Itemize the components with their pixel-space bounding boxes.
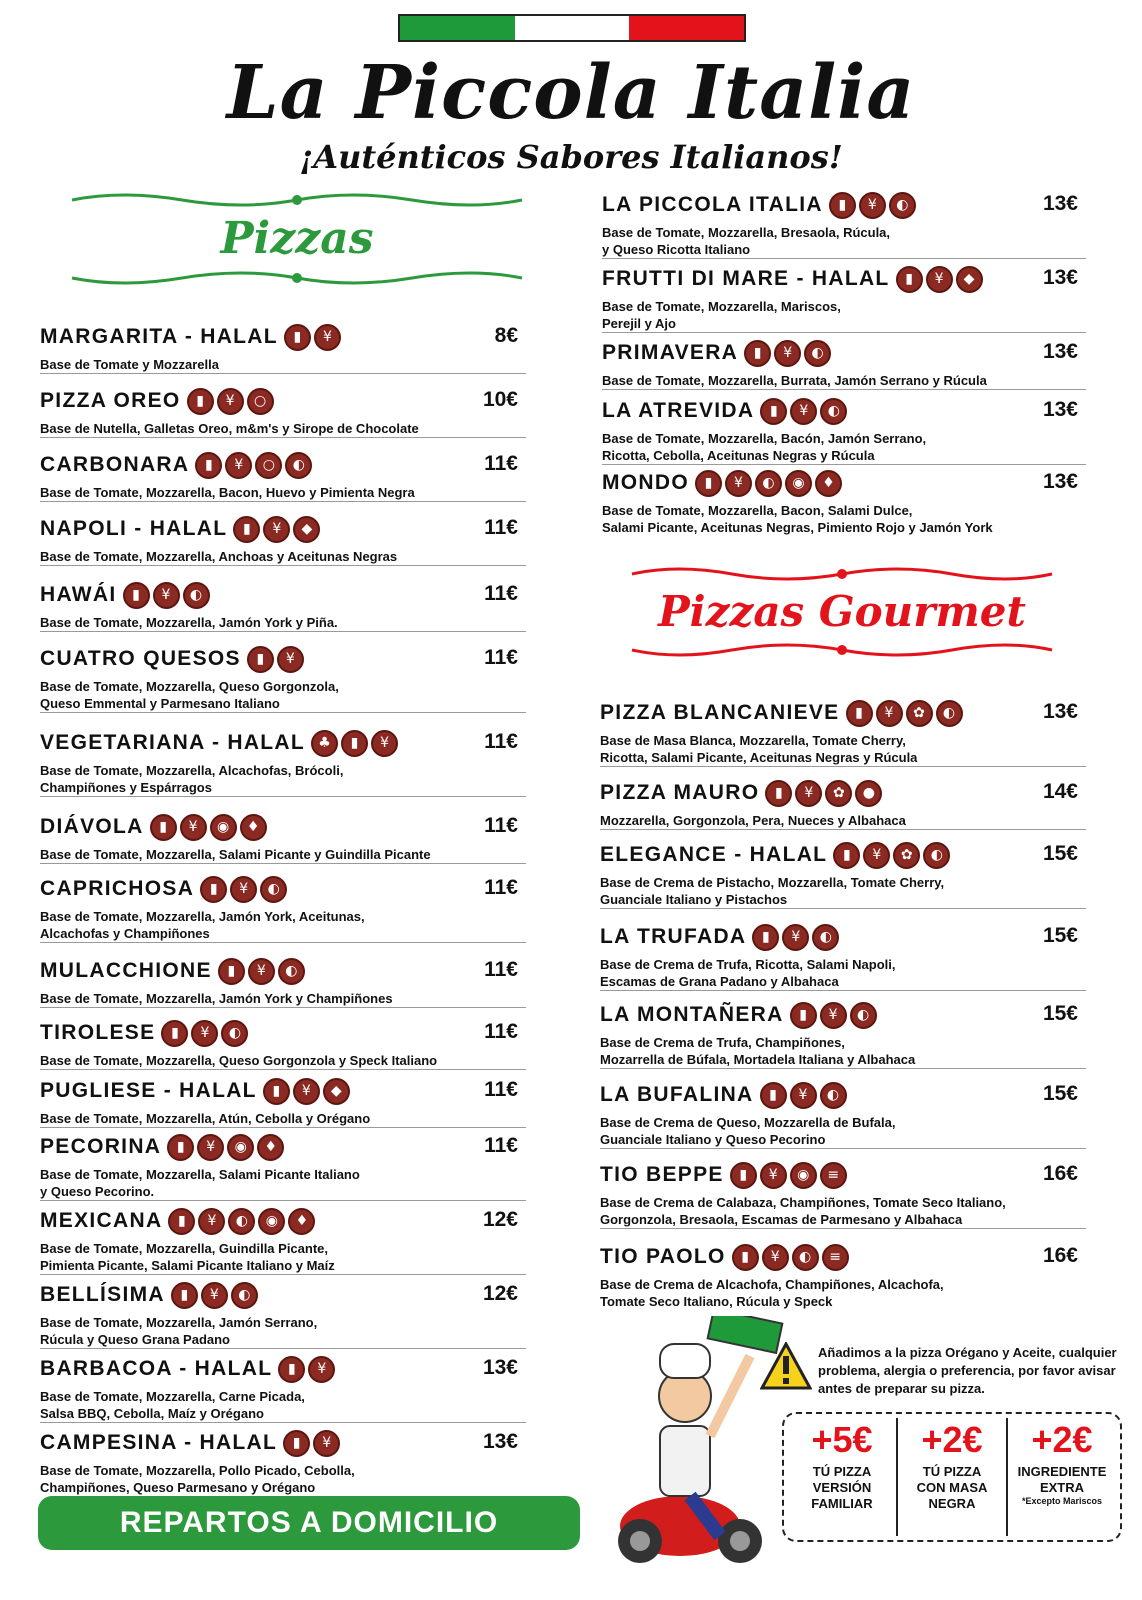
allergen-icons <box>846 700 963 727</box>
menu-item <box>40 1018 526 1070</box>
menu-item <box>40 1206 526 1275</box>
item-description: Tomate Seco Italiano, Rúcula y Speck <box>600 1294 833 1309</box>
salami-icon: ◉ <box>790 1162 817 1189</box>
item-price: 12€ <box>482 1282 518 1305</box>
fish-icon: ◆ <box>323 1078 350 1105</box>
wheat-icon: ¥ <box>201 1282 228 1309</box>
cheese-icon: ▮ <box>790 1002 817 1029</box>
cheese-icon: ▮ <box>744 340 771 367</box>
meat-icon: ◐ <box>820 398 847 425</box>
item-price: 8€ <box>494 324 518 347</box>
item-name: CAMPESINA - HALAL <box>40 1431 278 1454</box>
wheat-icon: ¥ <box>774 340 801 367</box>
allergy-note: Añadimos a la pizza Orégano y Aceite, cualquier problema, alergia o preferencia, por favor avisar antes de preparar su pizza. <box>818 1345 1117 1396</box>
meat-icon: ◐ <box>231 1282 258 1309</box>
salami-icon: ◉ <box>210 814 237 841</box>
item-price: 13€ <box>1042 192 1078 215</box>
item-description: y Queso Pecorino. <box>40 1184 155 1199</box>
wheat-icon: ¥ <box>725 470 752 497</box>
item-price: 11€ <box>484 452 518 475</box>
item-price: 12€ <box>482 1208 518 1231</box>
allergen-icons <box>752 924 839 951</box>
item-description: y Queso Ricotta Italiano <box>602 242 751 257</box>
cheese-icon: ▮ <box>150 814 177 841</box>
extras-box <box>782 1412 1122 1542</box>
item-name: MARGARITA - HALAL <box>40 325 278 348</box>
wheat-icon: ¥ <box>859 192 886 219</box>
meat-icon: ◐ <box>755 470 782 497</box>
item-name: DIÁVOLA <box>40 815 144 838</box>
cheese-icon: ▮ <box>896 266 923 293</box>
sausage-icon: ≡ <box>820 1162 847 1189</box>
wheat-icon: ¥ <box>926 266 953 293</box>
extra-label: NEGRA <box>928 1496 976 1511</box>
item-name: LA MONTAÑERA <box>600 1003 784 1026</box>
item-description: Mozarrella de Búfala, Mortadela Italiana y Albahaca <box>600 1052 916 1067</box>
chili-icon: ♦ <box>257 1134 284 1161</box>
allergen-icons <box>744 340 831 367</box>
item-price: 16€ <box>1042 1244 1078 1267</box>
item-price: 15€ <box>1042 842 1078 865</box>
item-name: MULACCHIONE <box>40 959 212 982</box>
cheese-icon: ▮ <box>247 646 274 673</box>
item-price: 13€ <box>1042 340 1078 363</box>
menu-item <box>40 1076 526 1128</box>
item-name: PIZZA OREO <box>40 389 181 412</box>
item-description: Base de Tomate, Mozzarella, Queso Gorgonzola y Speck Italiano <box>40 1053 438 1068</box>
allergen-icons <box>730 1162 847 1189</box>
item-price: 11€ <box>484 646 518 669</box>
item-description: Base de Tomate, Mozzarella, Jamón York y Champiñones <box>40 991 393 1006</box>
menu-item <box>600 1160 1086 1229</box>
item-name: LA TRUFADA <box>600 925 747 948</box>
item-description: Base de Crema de Trufa, Champiñones, <box>600 1035 845 1050</box>
wheat-icon: ¥ <box>876 700 903 727</box>
warning-icon <box>760 1342 812 1390</box>
menu-item <box>602 468 1086 536</box>
meat-icon: ◐ <box>792 1244 819 1271</box>
item-description: Champiñones, Queso Parmesano y Orégano <box>40 1480 316 1495</box>
item-price: 11€ <box>484 582 518 605</box>
cheese-icon: ▮ <box>760 1082 787 1109</box>
item-name: ELEGANCE - HALAL <box>600 843 828 866</box>
item-name: PECORINA <box>40 1135 162 1158</box>
italian-flag <box>398 14 746 42</box>
menu-item <box>40 1280 526 1349</box>
allergen-icons <box>790 1002 877 1029</box>
cheese-icon: ▮ <box>187 388 214 415</box>
chili-icon: ♦ <box>240 814 267 841</box>
allergen-icons <box>167 1134 284 1161</box>
wheat-icon: ¥ <box>191 1020 218 1047</box>
extra-price: +2€ <box>1031 1419 1093 1460</box>
wheat-icon: ¥ <box>790 1082 817 1109</box>
allergen-icons <box>896 266 983 293</box>
wheat-icon: ¥ <box>314 324 341 351</box>
item-name: VEGETARIANA - HALAL <box>40 731 306 754</box>
meat-icon: ◐ <box>183 582 210 609</box>
wheat-icon: ¥ <box>197 1134 224 1161</box>
sausage-icon: ≡ <box>822 1244 849 1271</box>
nut-icon: ✿ <box>893 842 920 869</box>
item-description: Base de Masa Blanca, Mozzarella, Tomate Cherry, <box>600 733 906 748</box>
cheese-icon: ▮ <box>167 1134 194 1161</box>
item-name: PIZZA MAURO <box>600 781 760 804</box>
item-price: 13€ <box>1042 398 1078 421</box>
menu-item <box>40 874 526 943</box>
delivery-banner: REPARTOS A DOMICILIO <box>38 1496 580 1550</box>
salami-icon: ◉ <box>258 1208 285 1235</box>
item-price: 11€ <box>484 516 518 539</box>
allergen-icons <box>200 876 287 903</box>
menu-item <box>600 840 1086 909</box>
extra-label: CON MASA <box>916 1480 988 1495</box>
item-name: CUATRO QUESOS <box>40 647 241 670</box>
allergen-icons <box>732 1244 849 1271</box>
item-price: 16€ <box>1042 1162 1078 1185</box>
extra-label: INGREDIENTE <box>1017 1464 1107 1479</box>
cheese-icon: ▮ <box>195 452 222 479</box>
item-name: FRUTTI DI MARE - HALAL <box>602 267 890 290</box>
section-pizzas <box>62 188 532 290</box>
item-description: Guanciale Italiano y Pistachos <box>600 892 788 907</box>
allergen-icons <box>284 324 341 351</box>
cheese-icon: ▮ <box>200 876 227 903</box>
meat-icon: ◐ <box>221 1020 248 1047</box>
item-description: Base de Tomate, Mozzarella, Jamón Serrano, <box>40 1315 318 1330</box>
item-description: Base de Tomate, Mozzarella, Bacón, Jamón Serrano, <box>602 431 927 446</box>
menu-item <box>40 580 526 632</box>
meat-icon: ◐ <box>812 924 839 951</box>
item-description: Mozzarella, Gorgonzola, Pera, Nueces y Albahaca <box>600 813 906 828</box>
item-name: PRIMAVERA <box>602 341 739 364</box>
fish-icon: ◆ <box>293 516 320 543</box>
meat-icon: ◐ <box>889 192 916 219</box>
item-description: Rúcula y Queso Grana Padano <box>40 1332 230 1347</box>
allergen-icons <box>161 1020 248 1047</box>
allergen-icons <box>278 1356 335 1383</box>
ornament-top-icon <box>622 562 1062 586</box>
fish-icon: ◆ <box>956 266 983 293</box>
cheese-icon: ▮ <box>732 1244 759 1271</box>
cheese-icon: ▮ <box>278 1356 305 1383</box>
extra-option <box>1008 1418 1116 1536</box>
salami-icon: ◉ <box>785 470 812 497</box>
item-name: TIO PAOLO <box>600 1245 726 1268</box>
wheat-icon: ¥ <box>308 1356 335 1383</box>
wheat-icon: ¥ <box>795 780 822 807</box>
item-price: 15€ <box>1042 924 1078 947</box>
item-price: 11€ <box>484 730 518 753</box>
meat-icon: ◐ <box>850 1002 877 1029</box>
item-description: Base de Tomate, Mozzarella, Atún, Cebolla y Orégano <box>40 1111 371 1126</box>
cheese-icon: ▮ <box>123 582 150 609</box>
item-description: Base de Crema de Alcachofa, Champiñones, Alcachofa, <box>600 1277 944 1292</box>
fruit-icon: ● <box>855 780 882 807</box>
item-description: Pimienta Picante, Salami Picante Italiano y Maíz <box>40 1258 335 1273</box>
cheese-icon: ▮ <box>846 700 873 727</box>
extra-label: EXTRA <box>1039 1480 1085 1495</box>
section-gourmet <box>622 562 1062 662</box>
cheese-icon: ▮ <box>695 470 722 497</box>
cheese-icon: ▮ <box>752 924 779 951</box>
allergen-icons <box>195 452 312 479</box>
item-price: 13€ <box>1042 700 1078 723</box>
menu-item <box>40 644 526 713</box>
item-name: PUGLIESE - HALAL <box>40 1079 257 1102</box>
chili-icon: ♦ <box>815 470 842 497</box>
meat-icon: ◐ <box>285 452 312 479</box>
item-name: PIZZA BLANCANIEVE <box>600 701 840 724</box>
extra-option <box>898 1418 1008 1536</box>
menu-item <box>40 956 526 1008</box>
item-price: 10€ <box>482 388 518 411</box>
item-name: MEXICANA <box>40 1209 163 1232</box>
wheat-icon: ¥ <box>248 958 275 985</box>
item-description: Alcachofas y Champiñones <box>40 926 210 941</box>
item-price: 11€ <box>484 1020 518 1043</box>
item-description: Base de Crema de Queso, Mozzarella de Bufala, <box>600 1115 896 1130</box>
egg-icon: ○ <box>247 388 274 415</box>
menu-item <box>40 514 526 566</box>
item-description: Base de Tomate, Mozzarella, Salami Picante Italiano <box>40 1167 360 1182</box>
item-name: TIROLESE <box>40 1021 156 1044</box>
section-title: Pizzas Gourmet <box>658 587 1026 636</box>
wheat-icon: ¥ <box>217 388 244 415</box>
menu-item <box>40 322 526 374</box>
allergen-icons <box>695 470 842 497</box>
menu-item <box>600 698 1086 767</box>
cheese-icon: ▮ <box>218 958 245 985</box>
wheat-icon: ¥ <box>371 730 398 757</box>
item-price: 13€ <box>1042 470 1078 493</box>
brand-title: La Piccola Italia <box>226 50 916 136</box>
menu-item <box>600 1080 1086 1149</box>
menu-item <box>40 386 526 438</box>
menu-item <box>602 396 1086 465</box>
item-description: Ricotta, Cebolla, Aceitunas Negras y Rúcula <box>602 448 875 463</box>
cheese-icon: ▮ <box>760 398 787 425</box>
wheat-icon: ¥ <box>277 646 304 673</box>
item-description: Base de Tomate, Mozzarella, Queso Gorgonzola, <box>40 679 339 694</box>
tagline: ¡Auténticos Sabores Italianos! <box>299 138 843 176</box>
item-name: MONDO <box>602 471 689 494</box>
menu-item <box>40 1428 526 1496</box>
wheat-icon: ¥ <box>762 1244 789 1271</box>
cheese-icon: ▮ <box>730 1162 757 1189</box>
cheese-icon: ▮ <box>833 842 860 869</box>
allergen-icons <box>187 388 274 415</box>
cheese-icon: ▮ <box>341 730 368 757</box>
chili-icon: ♦ <box>288 1208 315 1235</box>
cheese-icon: ▮ <box>263 1078 290 1105</box>
item-description: Base de Crema de Pistacho, Mozzarella, Tomate Cherry, <box>600 875 945 890</box>
allergen-icons <box>218 958 305 985</box>
item-price: 11€ <box>484 1078 518 1101</box>
menu-item <box>602 264 1086 333</box>
extra-label: FAMILIAR <box>811 1496 873 1511</box>
allergen-icons <box>283 1430 340 1457</box>
meat-icon: ◐ <box>936 700 963 727</box>
item-description: Champiñones y Espárragos <box>40 780 212 795</box>
item-name: LA ATREVIDA <box>602 399 755 422</box>
item-description: Base de Tomate, Mozzarella, Pollo Picado, Cebolla, <box>40 1463 355 1478</box>
ornament-bottom-icon <box>622 638 1062 662</box>
item-name: BELLÍSIMA <box>40 1283 165 1306</box>
menu-item <box>600 1000 1086 1069</box>
item-description: Base de Tomate, Mozzarella, Anchoas y Aceitunas Negras <box>40 549 398 564</box>
cheese-icon: ▮ <box>829 192 856 219</box>
cheese-icon: ▮ <box>161 1020 188 1047</box>
meat-icon: ◐ <box>923 842 950 869</box>
item-description: Base de Tomate, Mozzarella, Burrata, Jamón Serrano y Rúcula <box>602 373 987 388</box>
wheat-icon: ¥ <box>782 924 809 951</box>
wheat-icon: ¥ <box>263 516 290 543</box>
menu-item <box>602 338 1086 390</box>
extra-option <box>788 1418 898 1536</box>
wheat-icon: ¥ <box>180 814 207 841</box>
item-description: Base de Crema de Trufa, Ricotta, Salami Napoli, <box>600 957 896 972</box>
item-description: Base de Tomate, Mozzarella, Jamón York, Aceitunas, <box>40 909 365 924</box>
allergen-icons <box>760 1082 847 1109</box>
item-description: Guanciale Italiano y Queso Pecorino <box>600 1132 826 1147</box>
ornament-top-icon <box>62 188 532 212</box>
section-title: Pizzas <box>220 213 374 264</box>
wheat-icon: ¥ <box>153 582 180 609</box>
cheese-icon: ▮ <box>233 516 260 543</box>
item-price: 11€ <box>484 958 518 981</box>
item-description: Queso Emmental y Parmesano Italiano <box>40 696 280 711</box>
meat-icon: ◐ <box>260 876 287 903</box>
item-price: 15€ <box>1042 1082 1078 1105</box>
item-description: Base de Tomate, Mozzarella, Salami Picante y Guindilla Picante <box>40 847 431 862</box>
item-name: NAPOLI - HALAL <box>40 517 228 540</box>
item-description: Escamas de Grana Padano y Albahaca <box>600 974 839 989</box>
item-price: 13€ <box>1042 266 1078 289</box>
leaf-icon: ♣ <box>311 730 338 757</box>
wheat-icon: ¥ <box>293 1078 320 1105</box>
item-description: Ricotta, Salami Picante, Aceitunas Negras y Rúcula <box>600 750 918 765</box>
item-price: 11€ <box>484 1134 518 1157</box>
item-name: LA BUFALINA <box>600 1083 754 1106</box>
item-description: Perejil y Ajo <box>602 316 676 331</box>
item-price: 15€ <box>1042 1002 1078 1025</box>
item-price: 11€ <box>484 814 518 837</box>
meat-icon: ◐ <box>804 340 831 367</box>
item-description: Base de Tomate, Mozzarella, Mariscos, <box>602 299 841 314</box>
allergen-icons <box>171 1282 258 1309</box>
item-description: Base de Nutella, Galletas Oreo, m&m's y Sirope de Chocolate <box>40 421 419 436</box>
extra-price: +5€ <box>811 1419 873 1460</box>
cheese-icon: ▮ <box>283 1430 310 1457</box>
allergen-icons <box>263 1078 350 1105</box>
menu-item <box>600 778 1086 830</box>
item-price: 13€ <box>482 1430 518 1453</box>
allergen-icons <box>150 814 267 841</box>
item-description: Gorgonzola, Bresaola, Escamas de Parmesano y Albahaca <box>600 1212 963 1227</box>
allergen-icons <box>760 398 847 425</box>
cheese-icon: ▮ <box>168 1208 195 1235</box>
item-description: Base de Tomate, Mozzarella, Carne Picada, <box>40 1389 305 1404</box>
menu-item <box>40 1354 526 1423</box>
allergen-icons <box>765 780 882 807</box>
item-name: LA PICCOLA ITALIA <box>602 193 823 216</box>
nut-icon: ✿ <box>825 780 852 807</box>
menu-item <box>600 1242 1086 1310</box>
item-description: Base de Tomate, Mozzarella, Jamón York y Piña. <box>40 615 338 630</box>
wheat-icon: ¥ <box>790 398 817 425</box>
wheat-icon: ¥ <box>760 1162 787 1189</box>
item-price: 14€ <box>1042 780 1078 803</box>
allergen-icons <box>233 516 320 543</box>
item-name: CAPRICHOSA <box>40 877 195 900</box>
meat-icon: ◐ <box>228 1208 255 1235</box>
wheat-icon: ¥ <box>230 876 257 903</box>
item-description: Base de Tomate, Mozzarella, Alcachofas, Brócoli, <box>40 763 344 778</box>
menu-item <box>40 812 526 864</box>
allergen-icons <box>829 192 916 219</box>
extra-label: TÚ PIZZA <box>812 1464 872 1479</box>
egg-icon: ○ <box>255 452 282 479</box>
item-name: BARBACOA - HALAL <box>40 1357 273 1380</box>
extra-price: +2€ <box>921 1419 983 1460</box>
wheat-icon: ¥ <box>313 1430 340 1457</box>
menu-item <box>600 922 1086 991</box>
item-description: Base de Crema de Calabaza, Champiñones, Tomate Seco Italiano, <box>600 1195 1006 1210</box>
allergen-icons <box>311 730 398 757</box>
allergen-icons <box>247 646 304 673</box>
cheese-icon: ▮ <box>284 324 311 351</box>
item-name: TIO BEPPE <box>600 1163 724 1186</box>
item-description: Base de Tomate y Mozzarella <box>40 357 219 372</box>
allergen-icons <box>123 582 210 609</box>
menu-item <box>40 728 526 797</box>
cheese-icon: ▮ <box>765 780 792 807</box>
extra-label: VERSIÓN <box>812 1480 872 1495</box>
menu-item <box>40 450 526 502</box>
menu-item <box>40 1132 526 1201</box>
menu-item <box>602 190 1086 259</box>
extra-footnote: *Excepto Mariscos <box>1021 1496 1103 1506</box>
wheat-icon: ¥ <box>198 1208 225 1235</box>
item-description: Salami Picante, Aceitunas Negras, Pimiento Rojo y Jamón York <box>602 520 993 535</box>
item-description: Salsa BBQ, Cebolla, Maíz y Orégano <box>40 1406 264 1421</box>
item-description: Base de Tomate, Mozzarella, Bresaola, Rúcula, <box>602 225 891 240</box>
wheat-icon: ¥ <box>863 842 890 869</box>
nut-icon: ✿ <box>906 700 933 727</box>
item-description: Base de Tomate, Mozzarella, Guindilla Picante, <box>40 1241 329 1256</box>
cheese-icon: ▮ <box>171 1282 198 1309</box>
ornament-bottom-icon <box>62 266 532 290</box>
allergen-icons <box>833 842 950 869</box>
salami-icon: ◉ <box>227 1134 254 1161</box>
meat-icon: ◐ <box>820 1082 847 1109</box>
meat-icon: ◐ <box>278 958 305 985</box>
item-price: 13€ <box>482 1356 518 1379</box>
item-description: Base de Tomate, Mozzarella, Bacon, Huevo y Pimienta Negra <box>40 485 415 500</box>
item-name: HAWÁI <box>40 583 117 606</box>
item-name: CARBONARA <box>40 453 190 476</box>
item-price: 11€ <box>484 876 518 899</box>
wheat-icon: ¥ <box>820 1002 847 1029</box>
item-description: Base de Tomate, Mozzarella, Bacon, Salami Dulce, <box>602 503 913 518</box>
allergen-icons <box>168 1208 315 1235</box>
wheat-icon: ¥ <box>225 452 252 479</box>
extra-label: TÚ PIZZA <box>922 1464 982 1479</box>
